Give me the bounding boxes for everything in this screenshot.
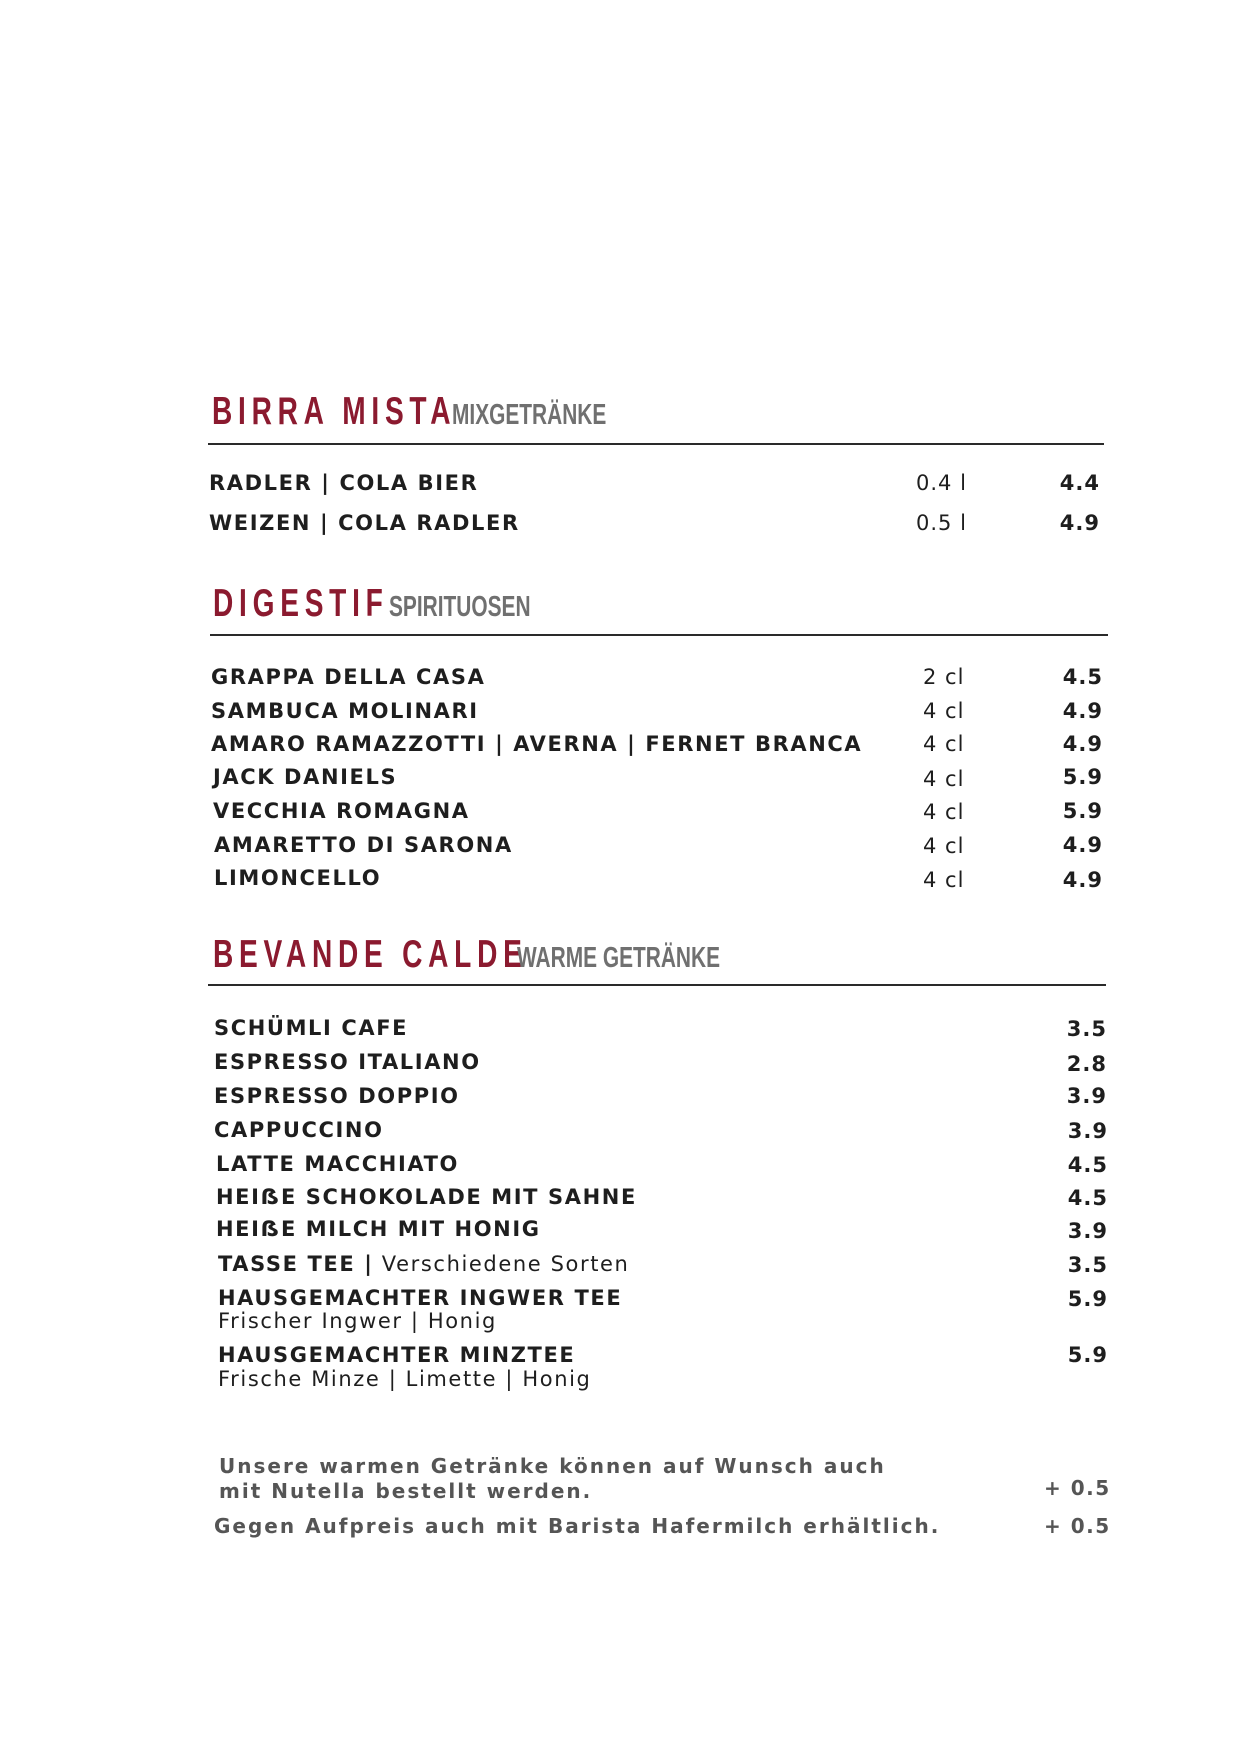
item-name: SCHÜMLI CAFE [214,1016,409,1040]
item-name: ESPRESSO DOPPIO [214,1084,460,1108]
item-name: AMARETTO DI SARONA [214,833,513,857]
item-price: 5.9 [1062,799,1103,823]
section-divider [210,634,1108,636]
item-name-extra: Verschiedene Sorten [373,1252,630,1276]
item-price: 4.4 [1059,471,1100,495]
item-name: HEIẞE SCHOKOLADE MIT SAHNE [216,1185,637,1209]
footnote-line: Gegen Aufpreis auch mit Barista Hafermilch erhältlich. [214,1514,941,1538]
footnote-hafermilch [214,1514,940,1539]
item-name: GRAPPA DELLA CASA [211,665,486,689]
item-price: 4.5 [1067,1153,1108,1177]
item-volume: 4 cl [923,699,965,723]
item-name: LIMONCELLO [214,866,382,890]
item-price: 4.9 [1062,699,1103,723]
footnote-price: + 0.5 [1044,1476,1111,1500]
section-subtitle: MIXGETRÄNKE [452,399,607,431]
footnote-line: mit Nutella bestellt werden. [219,1479,593,1503]
item-name: HAUSGEMACHTER INGWER TEE [218,1286,623,1310]
item-price: 5.9 [1067,1343,1108,1367]
item-volume: 0.5 l [916,511,967,535]
section-title: BEVANDE CALDE [213,933,528,976]
item-name: SAMBUCA MOLINARI [211,699,479,723]
item-volume: 0.4 l [916,471,967,495]
item-volume: 2 cl [923,665,965,689]
item-volume: 4 cl [923,800,965,824]
section-divider [208,443,1104,445]
section-subtitle: WARME GETRÄNKE [517,942,721,974]
section-title: BIRRA MISTA [212,390,457,433]
item-volume: 4 cl [923,834,965,858]
item-name: LATTE MACCHIATO [216,1152,459,1176]
item-name: ESPRESSO ITALIANO [214,1050,481,1074]
item-price: 2.8 [1066,1052,1107,1076]
item-price: 3.9 [1067,1119,1108,1143]
item-name [218,1252,629,1276]
item-volume: 4 cl [923,732,965,756]
item-name-main: TASSE TEE | [218,1252,374,1276]
item-name: HEIẞE MILCH MIT HONIG [216,1217,541,1241]
item-detail: Frische Minze | Limette | Honig [218,1367,592,1391]
section-title: DIGESTIF [213,582,389,625]
item-name: WEIZEN | COLA RADLER [209,511,520,535]
item-price: 4.9 [1059,511,1100,535]
section-subtitle: SPIRITUOSEN [389,591,531,623]
item-price: 4.9 [1062,732,1103,756]
item-price: 4.5 [1067,1186,1108,1210]
item-detail: Frischer Ingwer | Honig [218,1309,497,1333]
item-price: 4.9 [1062,868,1103,892]
item-name: CAPPUCCINO [214,1118,384,1142]
footnote-price: + 0.5 [1044,1514,1111,1538]
item-price: 4.9 [1062,833,1103,857]
item-price: 3.5 [1066,1017,1107,1041]
item-name: HAUSGEMACHTER MINZTEE [218,1343,576,1367]
footnote-nutella [219,1454,886,1504]
item-price: 3.9 [1067,1219,1108,1243]
item-name: JACK DANIELS [213,765,398,789]
item-price: 3.5 [1067,1253,1108,1277]
section-divider [208,984,1106,986]
item-name: AMARO RAMAZZOTTI | AVERNA | FERNET BRANCA [211,732,863,756]
item-price: 3.9 [1066,1084,1107,1108]
item-price: 5.9 [1062,765,1103,789]
footnote-line: Unsere warmen Getränke können auf Wunsch auch [219,1454,886,1478]
item-name: VECCHIA ROMAGNA [213,799,470,823]
item-volume: 4 cl [923,767,965,791]
item-name: RADLER | COLA BIER [209,471,479,495]
section-header-bevande [213,933,721,977]
item-price: 5.9 [1067,1287,1108,1311]
item-price: 4.5 [1062,665,1103,689]
section-header-digestif [213,582,531,626]
item-volume: 4 cl [923,868,965,892]
section-header-birra [212,390,607,434]
